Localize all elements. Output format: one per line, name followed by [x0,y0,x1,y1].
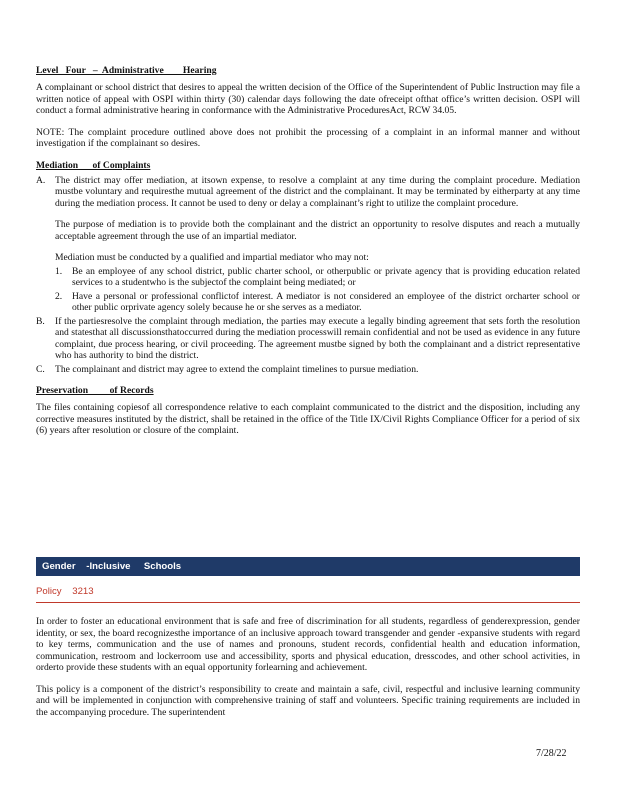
mediation-requirements: Mediation must be conducted by a qualified and impartial mediator who may not: [55,252,369,263]
policy-paragraph-2: This policy is a component of the district’s responsibility to create and maintain a safe, civil, respectful and inclusive learning community and will be implemented in conjunction with comprehensive training of staff and volunteers. Specific training requirements are included in the accompanying procedure. The superintendent [36,683,580,718]
policy-paragraph-1: In order to foster an educational environment that is safe and free of discrimination for all students, regardless of genderexpression, gender identity, or sex, the board recognizesthe importance of an inclusive approach toward transgender and gender -expansive students with regard to key terms, communication and the use of names and pronouns, student records, confidential health and education information, communication, restroom and lockerroom use and accessibility, sports and physical education, dresscodes, and other school activities, in orderto provide these students with an equal opportunity forlearning and achievement. [36,616,580,673]
note-paragraph: NOTE: The complaint procedure outlined above does not prohibit the processing of a complaint in an informal manner and without investigation if the complainant so desires. [36,126,580,149]
policy-content [36,616,580,718]
subitem-label: 2. [55,290,63,302]
preservation-heading: Preservation of Records [36,385,154,396]
mediation-heading: Mediation of Complaints [36,159,151,171]
subitem-text: Be an employee of any school district, public charter school, or otherpublic or private agency that is providing education related services to a studentwho is the subjectof the complaint being mediated; or [72,265,580,288]
mediation-item-c [36,364,580,376]
preservation-body: The files containing copiesof all correspondence relative to each complaint communicated to the district and the disposition, including any corrective measures instituted by the district, shall be retained in the office of the Title IX/Civil Rights Compliance Officer for a period of six (6) years after resolution or closure of the complaint. [36,402,580,436]
level-four-body: A complainant or school district that desires to appeal the written decision of the Office of the Superintendent of Public Instruction may file a written notice of appeal with OSPI within thirty (30) calendar days following the date ofreceipt ofthat office’s written decision. OSPI will conduct a formal administrative hearing in conformance with the Administrative ProceduresAct, RCW 34.05. [36,82,580,116]
item-text: The complainant and district may agree to extend the complaint timelines to pursue mediation. [55,363,419,375]
policy-divider [36,602,580,603]
section-banner: Gender -Inclusive Schools [36,557,580,576]
level-four-heading: Level Four – Administrative Hearing [36,65,217,76]
subitem-label: 1. [55,265,63,277]
mediation-subitem-1 [36,266,580,289]
upper-content [36,60,580,437]
mediation-item-a [36,175,580,264]
mediation-subitem-2 [36,291,580,314]
footer-date: 7/28/22 [536,748,567,759]
item-label: B. [36,315,45,327]
mediation-item-b [36,316,580,362]
item-label: A. [36,174,46,186]
mediation-purpose: The purpose of mediation is to provide both the complainant and the district an opportunity to resolve disputes and reach a mutually acceptable agreement through the use of an impartial mediator. [55,219,580,242]
subitem-text: Have a personal or professional conflictof interest. A mediator is not considered an employee of the district orcharter school or other public orprivate agency solely because he or she serves as a mediator. [72,290,580,313]
policy-number: Policy 3213 [36,586,94,597]
item-text: The district may offer mediation, at itsown expense, to resolve a complaint at any time during the complaint procedure. Mediation mustbe voluntary and requiresthe mutual agreement of the district and the complainant. It may be terminated by eitherparty at any time during the mediation process. It cannot be used to deny or delay a complainant’s right to utilize the complaint procedure. [55,174,580,209]
item-label: C. [36,363,45,375]
item-text: If the partiesresolve the complaint through mediation, the parties may execute a legally binding agreement that sets forth the resolution and statesthat all discussionsthatoccurred during the mediation processwill remain confidential and not be used as evidence in any future complaint, due process hearing, or civil proceeding. The agreement mustbe signed by both the complainant and a district representative who has authority to bind the district. [55,315,580,361]
